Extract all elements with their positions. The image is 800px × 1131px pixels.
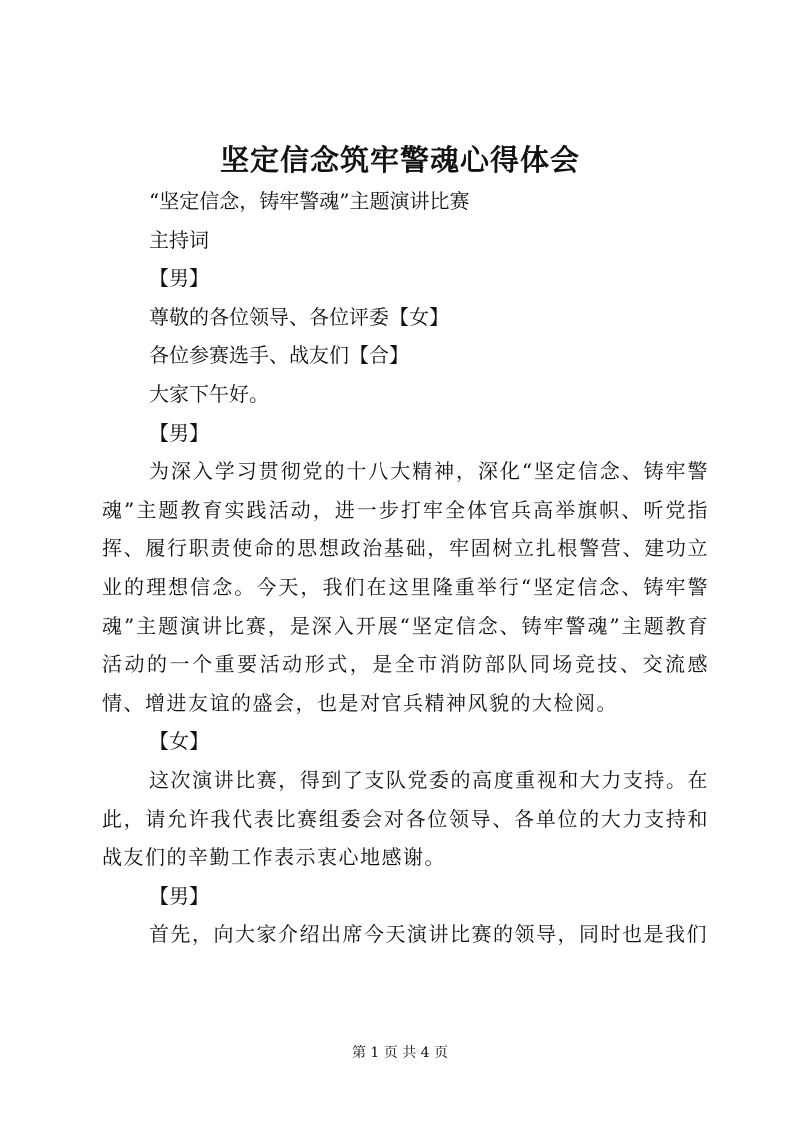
subtitle-line: “坚定信念，铸牢警魂”主题演讲比赛: [149, 189, 470, 213]
body-paragraph: 为深入学习贯彻党的十八大精神，深化“坚定信念、铸牢警魂”主题教育实践活动，进一步打牢全体官兵高举旗帜、听党指挥、履行职责使命的思想政治基础，牢固树立扎根警营、建功立业的理想信念。今天，我们在这里隆重举行“坚定信念、铸牢警魂”主题演讲比赛，是深入开展“坚定信念、铸牢警魂”主题教育活动的一个重要活动形式，是全市消防部队同场竞技、交流感情、增进友谊的盛会，也是对官兵精神风貌的大检阅。: [102, 459, 709, 715]
host-script-label: 主持词: [149, 227, 209, 252]
greeting-line: 大家下午好。: [149, 381, 269, 406]
document-title: 坚定信念筑牢警魂心得体会: [219, 143, 580, 177]
body-paragraph: 这次演讲比赛，得到了支队党委的高度重视和大力支持。在此，请允许我代表比赛组委会对各位领导、各单位的大力支持和战友们的辛勤工作表示衷心地感谢。: [102, 767, 709, 870]
page-footer: 第 1 页 共 4 页: [351, 1045, 449, 1061]
speaker-tag: 【男】: [149, 420, 209, 445]
greeting-line: 尊敬的各位领导、各位评委【女】: [149, 304, 449, 329]
greeting-line: 各位参赛选手、战友们【合】: [149, 343, 409, 368]
document-body: [102, 182, 709, 954]
speaker-tag: 【女】: [149, 729, 209, 754]
speaker-tag: 【男】: [149, 266, 209, 291]
speaker-tag: 【男】: [149, 883, 209, 908]
body-paragraph: 首先，向大家介绍出席今天演讲比赛的领导，同时也是我们: [149, 922, 708, 947]
